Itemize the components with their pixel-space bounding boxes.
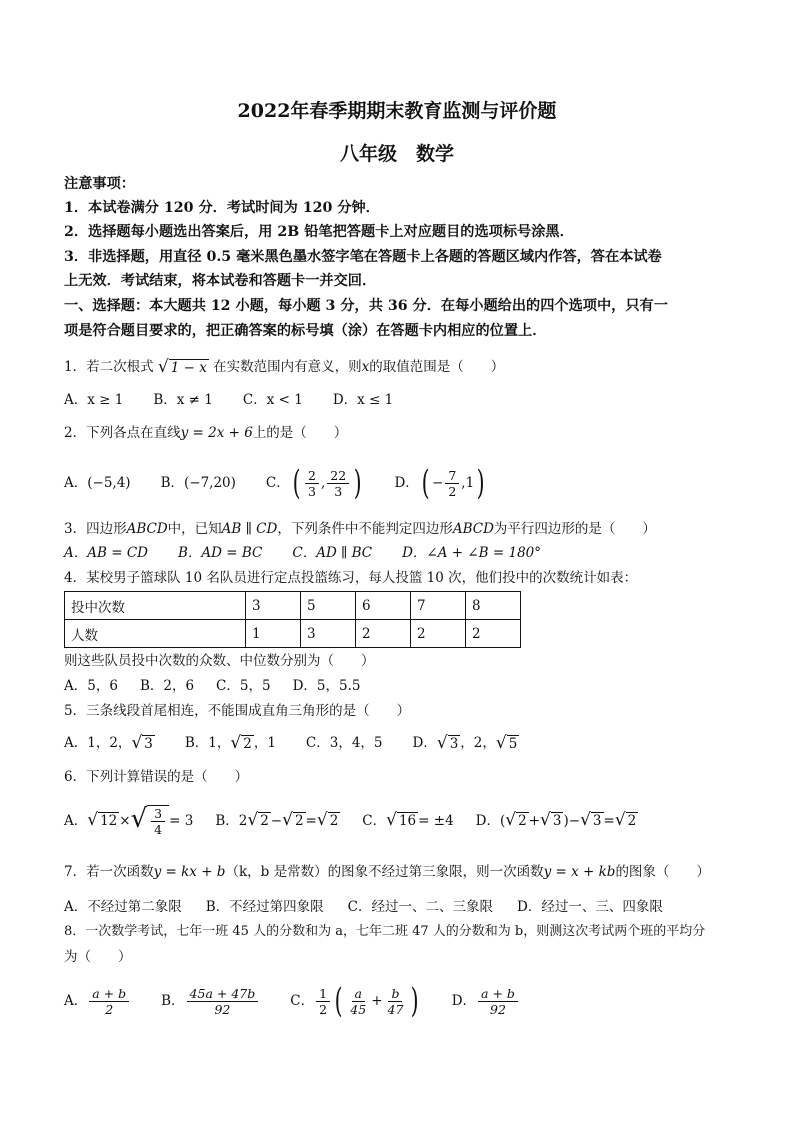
question-8-options xyxy=(64,981,550,1021)
question-4: 4．某校男子篮球队 10 名队员进行定点投篮练习，每人投篮 10 次，他们投中的次数统计如表： xyxy=(64,570,638,586)
option-c[interactable]: C． √ 16 = ±4 xyxy=(362,810,454,830)
section-instructions-cont: 项是符合题目要求的，把正确答案的标号填（涂）在答题卡内相应的位置上． xyxy=(64,323,547,339)
option-c[interactable]: C． $\frac{1}{2}$ ( $\frac{a}{45}$ + $\frac{b}{47}$ ) xyxy=(290,981,420,1021)
option-d[interactable]: D． √ 3 ，2， √ 5 xyxy=(412,732,518,753)
option-a[interactable]: A．x ≥ 1 xyxy=(64,392,124,408)
question-4-prompt: 则这些队员投中次数的众数、中位数分别为（ ） xyxy=(64,653,375,669)
notes-heading: 注意事项： xyxy=(64,176,135,192)
table-row: 投中次数 3 5 6 7 8 xyxy=(65,592,521,620)
option-b[interactable]: B．AD = BC xyxy=(177,545,263,561)
question-7: 7．若一次函数y = kx + b（k，b 是常数）的图象不经过第三象限，则一次函数y = x + kb的图象（ ） xyxy=(64,864,710,880)
option-d[interactable]: D． ( √ 2 + √ 3 ) − √ 3 = √ 2 xyxy=(475,810,637,830)
option-a[interactable]: A．5，6 xyxy=(64,678,118,694)
question-2-options xyxy=(64,463,517,503)
question-5: 5．三条线段首尾相连，不能围成直角三角形的是（ ） xyxy=(64,703,411,719)
option-c[interactable]: C．AD ∥ BC xyxy=(292,545,373,561)
option-b[interactable]: B．不经过第四象限 xyxy=(205,899,324,915)
note-1: 1．本试卷满分 120 分．考试时间为 120 分钟． xyxy=(64,200,380,216)
question-8: 8．一次数学考试，七年一班 45 人的分数和为 a，七年二班 47 人的分数和为 b，则测这次考试两个班的平均分 xyxy=(64,924,706,939)
option-c[interactable]: C．经过一、二、三象限 xyxy=(347,899,494,915)
option-b[interactable]: B．1， √ 2 ，1 xyxy=(184,732,276,753)
option-d[interactable]: D．x ≤ 1 xyxy=(332,392,394,408)
question-2: 2．下列各点在直线y = 2x + 6上的是（ ） xyxy=(64,425,348,441)
option-b[interactable]: B． 2 √ 2 − √ 2 = √ 2 xyxy=(215,810,339,830)
question-5-options xyxy=(64,733,549,753)
option-b[interactable]: B．x ≠ 1 xyxy=(153,392,213,408)
option-a[interactable]: A．1，2， √ 3 xyxy=(64,732,153,753)
option-a[interactable]: A．不经过第二象限 xyxy=(64,899,182,915)
option-b[interactable]: B． $\frac{45a + 47b}{92}$ xyxy=(161,986,260,1017)
option-b[interactable]: B．2，6 xyxy=(139,678,195,694)
question-3: 3．四边形ABCD中，已知AB ∥ CD，下列条件中不能判定四边形ABCD为平行四边形的是（ ） xyxy=(64,521,656,537)
option-c[interactable]: C．x < 1 xyxy=(242,392,303,408)
option-b[interactable]: B．(−7,20) xyxy=(160,475,236,491)
option-a[interactable]: A．(−5,4) xyxy=(64,475,131,491)
question-3-options xyxy=(64,543,571,563)
exam-subtitle: 八年级 数学 xyxy=(339,143,454,165)
question-1: 1．若二次根式 √ 1 − x 在实数范围内有意义，则x的取值范围是（ ） xyxy=(64,357,505,377)
question-7-options xyxy=(64,897,663,917)
section-instructions: 一、选择题：本大题共 12 小题，每小题 3 分，共 36 分．在每小题给出的四个选项中，只有一 xyxy=(64,298,668,314)
option-a[interactable]: A．AB = CD xyxy=(64,545,148,561)
option-d[interactable]: D． $\frac{a + b}{92}$ xyxy=(452,986,520,1017)
option-d[interactable]: D．经过一、三、四象限 xyxy=(517,899,663,915)
option-c[interactable]: C．3，4，5 xyxy=(305,735,383,751)
shooting-stats-table xyxy=(64,591,521,648)
question-1-options xyxy=(64,390,423,410)
option-a[interactable]: A． √ 12 × √ $\frac{3}{4}$ = 3 xyxy=(64,804,194,837)
option-d[interactable]: D．5，5.5 xyxy=(292,678,361,694)
option-c[interactable]: C．5，5 xyxy=(216,678,271,694)
table-row: 人数 1 3 2 2 2 xyxy=(65,620,521,648)
option-c[interactable]: C． ( $\frac{2}{3}$ , $\frac{22}{3}$ ) xyxy=(265,463,362,503)
option-d[interactable]: D．∠A + ∠B = 180° xyxy=(402,545,542,561)
question-6-options xyxy=(64,804,638,837)
question-6: 6．下列计算错误的是（ ） xyxy=(64,769,249,785)
sqrt-expression: √ 1 − x xyxy=(157,357,207,377)
note-3-cont: 上无效．考试结束，将本试卷和答题卡一并交回． xyxy=(64,273,377,289)
exam-title: 2022年春季期期末教育监测与评价题 xyxy=(237,100,557,122)
question-8-cont: 为（ ） xyxy=(64,949,132,965)
note-2: 2．选择题每小题选出答案后，用 2B 铅笔把答题卡上对应题目的选项标号涂黑． xyxy=(64,224,574,240)
question-4-options xyxy=(64,676,382,696)
option-a[interactable]: A． $\frac{a + b}{2}$ xyxy=(64,986,131,1017)
note-3: 3．非选择题，用直径 0.5 毫米黑色墨水签字笔在答题卡上各题的答题区域内作答，答在本试卷 xyxy=(64,249,662,265)
option-d[interactable]: D． ( − $\frac{7}{2}$ ,1 ) xyxy=(394,463,485,503)
